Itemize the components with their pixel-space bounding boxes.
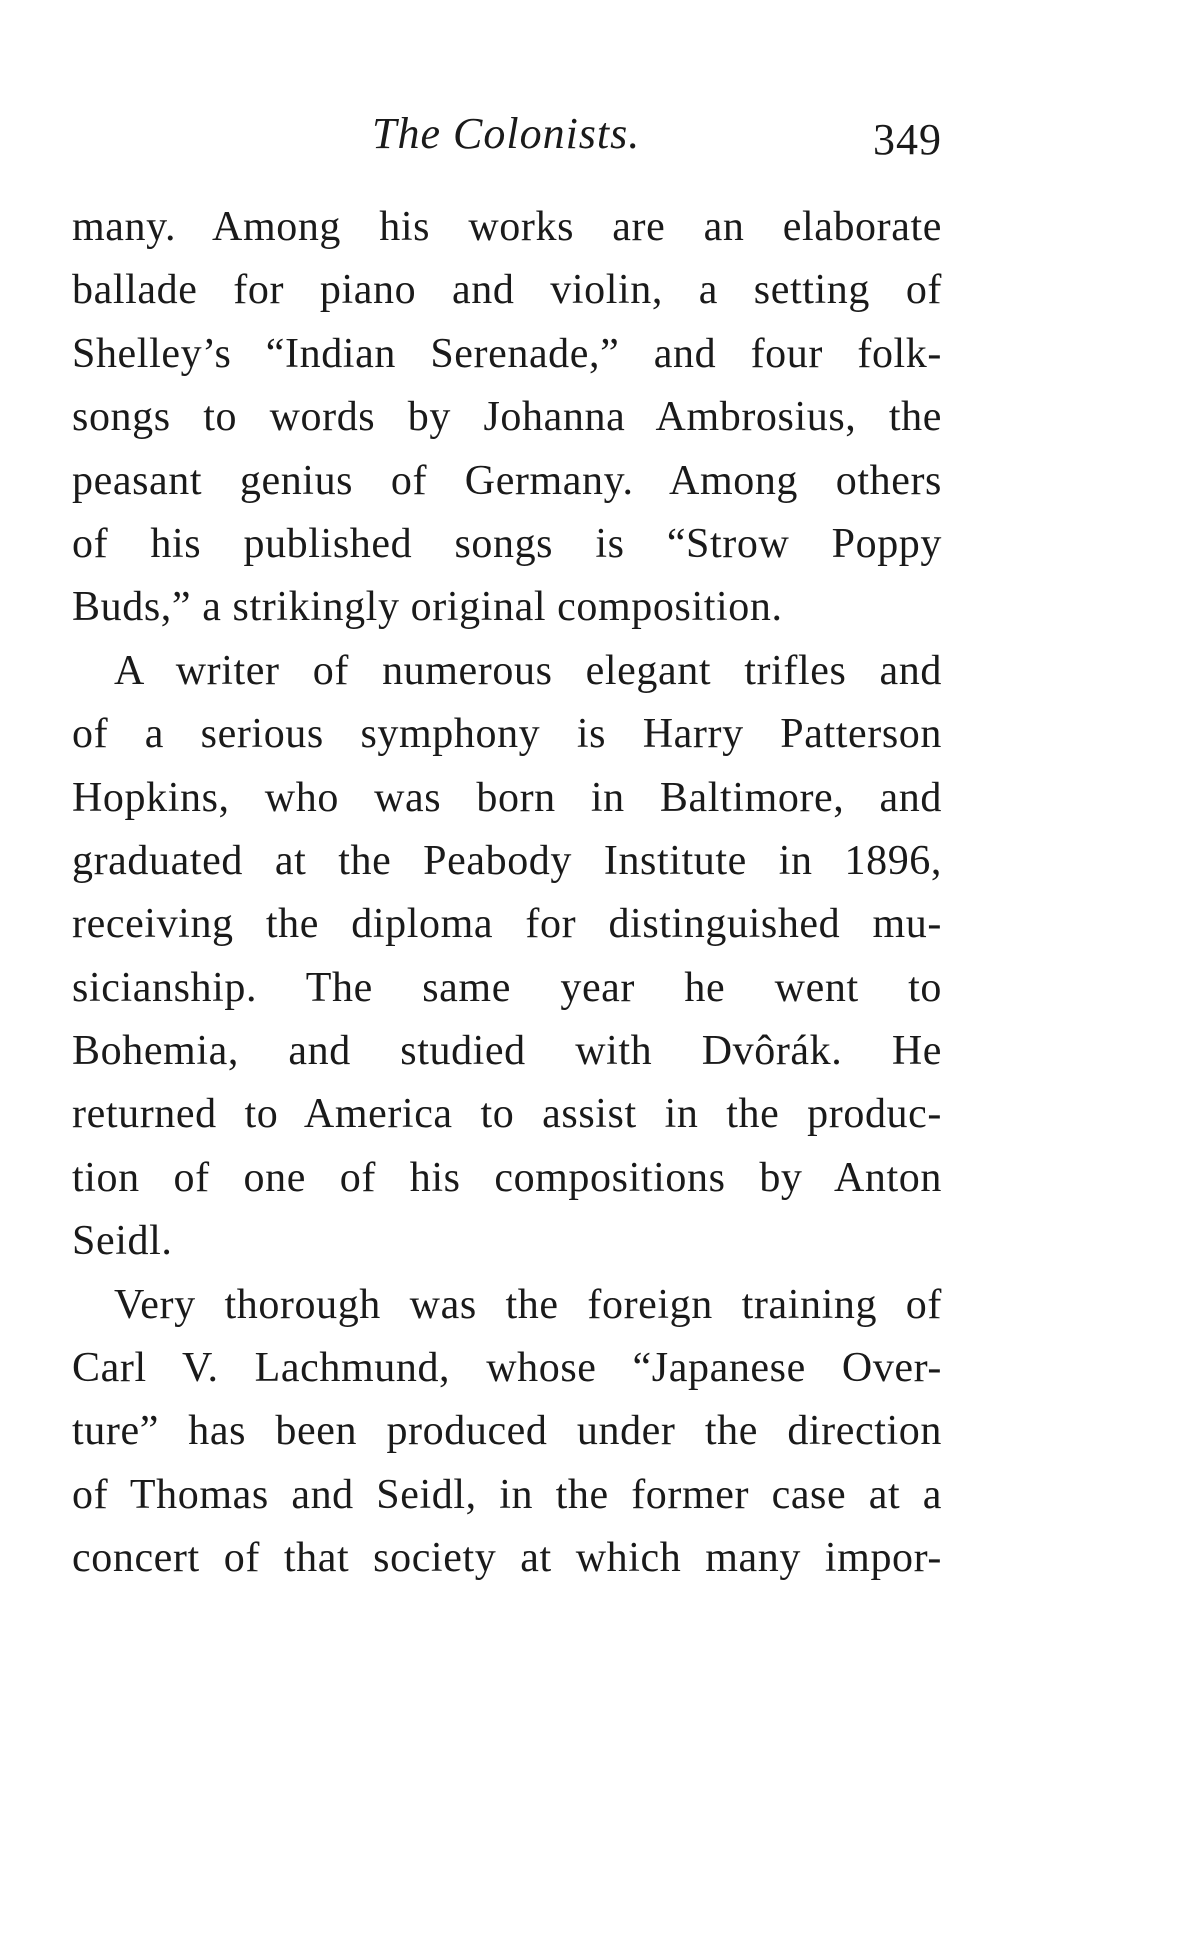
running-title: The Colonists. <box>372 109 641 158</box>
text-line: Shelley’s “Indian Serenade,” and four folk- <box>72 330 942 377</box>
text-line: peasant genius of Germany. Among others <box>72 457 942 504</box>
text-line: ballade for piano and violin, a setting of <box>72 267 942 314</box>
text-line: of Thomas and Seidl, in the former case at a <box>72 1471 942 1518</box>
text-line: concert of that society at which many impor- <box>72 1535 942 1582</box>
text-line: Seidl. <box>72 1218 173 1265</box>
text-line: tion of one of his compositions by Anton <box>72 1154 942 1201</box>
text-line: of his published songs is “Strow Poppy <box>72 520 942 567</box>
running-header <box>72 108 942 168</box>
paragraph-3 <box>72 1274 942 1591</box>
text-line: songs to words by Johanna Ambrosius, the <box>72 394 942 441</box>
text-line: Bohemia, and studied with Dvôrák. He <box>72 1028 942 1075</box>
text-line: returned to America to assist in the produc- <box>72 1091 942 1138</box>
body-text <box>72 196 942 1591</box>
paragraph-1 <box>72 196 942 640</box>
text-line: Very thorough was the foreign training of <box>114 1281 942 1328</box>
paragraph-2 <box>72 640 942 1274</box>
text-line: receiving the diploma for distinguished mu- <box>72 901 942 948</box>
text-line: ture” has been produced under the direction <box>72 1408 942 1455</box>
page-number: 349 <box>873 115 942 164</box>
text-line: of a serious symphony is Harry Patterson <box>72 711 942 758</box>
text-line: sicianship. The same year he went to <box>72 964 942 1011</box>
text-line: Carl V. Lachmund, whose “Japanese Over- <box>72 1345 942 1392</box>
text-line: Buds,” a strikingly original composition. <box>72 584 783 631</box>
text-line: A writer of numerous elegant trifles and <box>114 647 942 694</box>
text-line: graduated at the Peabody Institute in 1896, <box>72 837 942 884</box>
text-line: many. Among his works are an elaborate <box>72 204 942 250</box>
text-line: Hopkins, who was born in Baltimore, and <box>72 774 942 821</box>
